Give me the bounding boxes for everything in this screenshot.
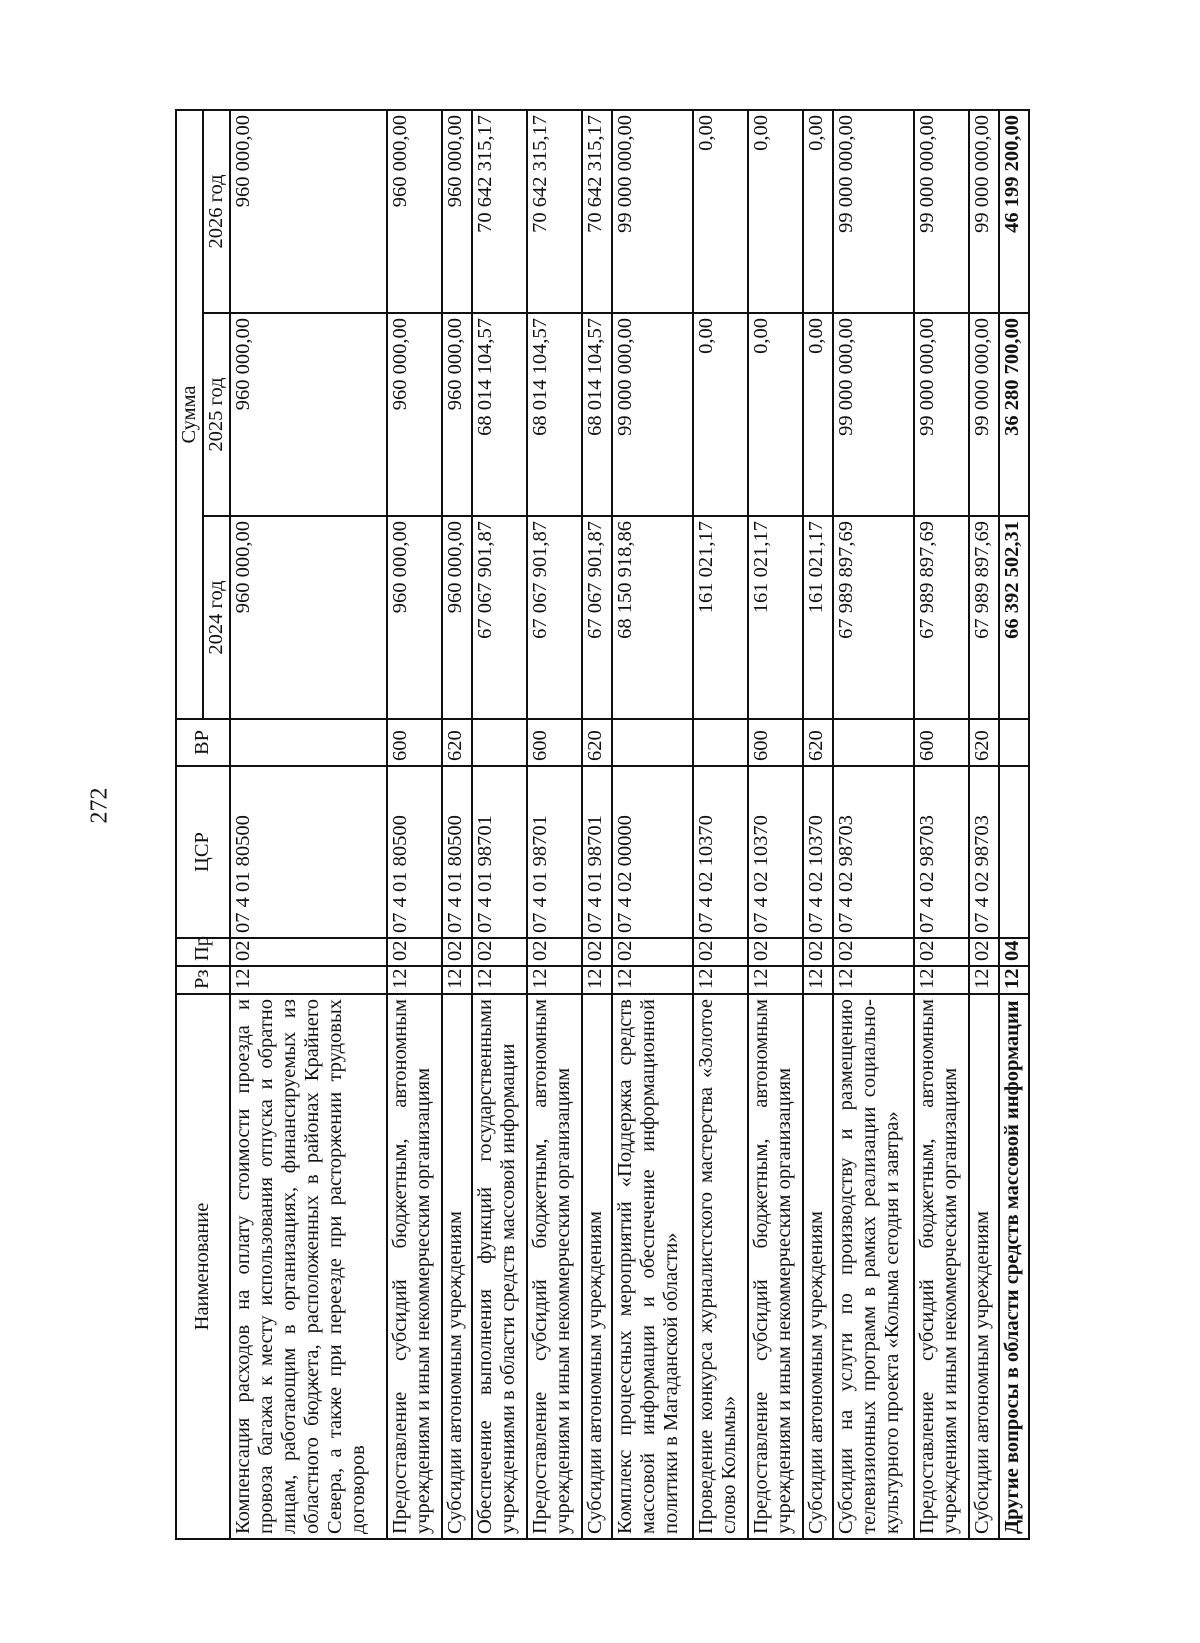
cell-amount-2026: 0,00	[748, 110, 803, 313]
cell-csr: 07 4 01 80500	[442, 766, 472, 938]
cell-amount-2025: 0,00	[693, 313, 748, 516]
header-vr: ВР	[176, 719, 230, 766]
cell-amount-2024: 161 021,17	[748, 516, 803, 719]
cell-pr: 02	[693, 938, 748, 966]
cell-name: Предоставление субсидий бюджетным, автономным учреждениям и иным некоммерческим организациям	[914, 994, 969, 1539]
cell-amount-2026: 70 642 315,17	[527, 110, 582, 313]
cell-amount-2024: 67 989 897,69	[833, 516, 914, 719]
cell-vr: 600	[748, 719, 803, 766]
cell-pr: 02	[230, 938, 387, 966]
cell-vr	[999, 719, 1029, 766]
cell-name: Субсидии автономным учреждениям	[582, 994, 612, 1539]
cell-pr: 02	[748, 938, 803, 966]
table-row	[442, 110, 472, 1539]
header-pr: Пр	[176, 938, 230, 966]
cell-name: Субсидии на услуги по производству и размещению телевизионных программ в рамках реализации социально-культурного проекта «Колыма сегодня и завтра»	[833, 994, 914, 1539]
cell-name: Предоставление субсидий бюджетным, автономным учреждениям и иным некоммерческим организациям	[527, 994, 582, 1539]
cell-pr: 02	[914, 938, 969, 966]
cell-csr: 07 4 02 00000	[612, 766, 693, 938]
cell-rz: 12	[582, 966, 612, 994]
cell-name: Обеспечение выполнения функций государственными учреждениями в области средств массовой информации	[472, 994, 527, 1539]
cell-amount-2024: 960 000,00	[387, 516, 442, 719]
cell-amount-2025: 960 000,00	[387, 313, 442, 516]
table-row	[582, 110, 612, 1539]
cell-name: Проведение конкурса журналистского мастерства «Золотое слово Колымы»	[693, 994, 748, 1539]
cell-amount-2024: 68 150 918,86	[612, 516, 693, 719]
cell-amount-2026: 99 000 000,00	[969, 110, 999, 313]
header-year-2026: 2026 год	[203, 110, 230, 313]
cell-rz: 12	[230, 966, 387, 994]
cell-name: Предоставление субсидий бюджетным, автономным учреждениям и иным некоммерческим организациям	[748, 994, 803, 1539]
header-row-1	[176, 110, 203, 1539]
table-row	[612, 110, 693, 1539]
cell-amount-2026: 99 000 000,00	[833, 110, 914, 313]
cell-amount-2025: 99 000 000,00	[914, 313, 969, 516]
cell-csr: 07 4 02 10370	[748, 766, 803, 938]
cell-csr: 07 4 02 98703	[969, 766, 999, 938]
cell-pr: 04	[999, 938, 1029, 966]
cell-vr	[833, 719, 914, 766]
cell-name: Комплекс процессных мероприятий «Поддержка средств массовой информации и обеспечение информационной политики в Магаданской области»	[612, 994, 693, 1539]
cell-amount-2024: 66 392 502,31	[999, 516, 1029, 719]
cell-vr: 600	[527, 719, 582, 766]
cell-csr: 07 4 02 10370	[803, 766, 833, 938]
cell-name: Компенсация расходов на оплату стоимости проезда и провоза багажа к месту использования отпуска и обратно лицам, работающим в организациях, финансируемых из областного бюджета, расположенных в районах Крайнего Севера, а также при переезде при расторжении трудовых договоров	[230, 994, 387, 1539]
cell-csr: 07 4 02 98703	[833, 766, 914, 938]
cell-csr: 07 4 01 80500	[230, 766, 387, 938]
cell-pr: 02	[612, 938, 693, 966]
cell-vr	[230, 719, 387, 766]
cell-amount-2025: 0,00	[748, 313, 803, 516]
cell-rz: 12	[803, 966, 833, 994]
cell-amount-2025: 68 014 104,57	[527, 313, 582, 516]
cell-amount-2024: 67 067 901,87	[527, 516, 582, 719]
cell-amount-2025: 68 014 104,57	[582, 313, 612, 516]
table-row	[527, 110, 582, 1539]
cell-pr: 02	[472, 938, 527, 966]
cell-vr: 620	[442, 719, 472, 766]
cell-name: Предоставление субсидий бюджетным, автономным учреждениям и иным некоммерческим организациям	[387, 994, 442, 1539]
cell-csr: 07 4 01 98701	[582, 766, 612, 938]
table-row	[914, 110, 969, 1539]
cell-name: Субсидии автономным учреждениям	[442, 994, 472, 1539]
cell-rz: 12	[833, 966, 914, 994]
cell-amount-2026: 960 000,00	[442, 110, 472, 313]
cell-amount-2025: 36 280 700,00	[999, 313, 1029, 516]
table-row	[230, 110, 387, 1539]
cell-amount-2024: 67 989 897,69	[914, 516, 969, 719]
cell-amount-2026: 960 000,00	[230, 110, 387, 313]
cell-vr: 620	[969, 719, 999, 766]
cell-rz: 12	[472, 966, 527, 994]
cell-amount-2025: 99 000 000,00	[612, 313, 693, 516]
rotated-table-wrapper	[175, 110, 1030, 1540]
cell-amount-2026: 99 000 000,00	[612, 110, 693, 313]
cell-pr: 02	[833, 938, 914, 966]
table-total-row	[999, 110, 1029, 1539]
cell-name: Субсидии автономным учреждениям	[803, 994, 833, 1539]
cell-csr	[999, 766, 1029, 938]
cell-amount-2024: 67 989 897,69	[969, 516, 999, 719]
cell-amount-2026: 99 000 000,00	[914, 110, 969, 313]
cell-amount-2024: 960 000,00	[442, 516, 472, 719]
cell-pr: 02	[442, 938, 472, 966]
header-year-2025: 2025 год	[203, 313, 230, 516]
table-row	[693, 110, 748, 1539]
cell-rz: 12	[442, 966, 472, 994]
cell-amount-2024: 960 000,00	[230, 516, 387, 719]
cell-amount-2026: 46 199 200,00	[999, 110, 1029, 313]
cell-pr: 02	[803, 938, 833, 966]
cell-csr: 07 4 02 10370	[693, 766, 748, 938]
cell-vr: 600	[914, 719, 969, 766]
cell-rz: 12	[693, 966, 748, 994]
cell-amount-2025: 960 000,00	[230, 313, 387, 516]
cell-rz: 12	[914, 966, 969, 994]
cell-pr: 02	[582, 938, 612, 966]
cell-vr	[612, 719, 693, 766]
cell-name: Субсидии автономным учреждениям	[969, 994, 999, 1539]
cell-amount-2026: 960 000,00	[387, 110, 442, 313]
cell-csr: 07 4 02 98703	[914, 766, 969, 938]
cell-rz: 12	[527, 966, 582, 994]
table-row	[387, 110, 442, 1539]
cell-name: Другие вопросы в области средств массовой информации	[999, 994, 1029, 1539]
table-body	[230, 110, 1029, 1539]
table-row	[472, 110, 527, 1539]
cell-pr: 02	[969, 938, 999, 966]
table-row	[969, 110, 999, 1539]
header-rz: Рз	[176, 966, 230, 994]
cell-amount-2026: 0,00	[803, 110, 833, 313]
cell-pr: 02	[387, 938, 442, 966]
cell-vr: 620	[582, 719, 612, 766]
cell-amount-2026: 70 642 315,17	[472, 110, 527, 313]
cell-amount-2024: 161 021,17	[693, 516, 748, 719]
cell-rz: 12	[748, 966, 803, 994]
table-row	[803, 110, 833, 1539]
cell-rz: 12	[612, 966, 693, 994]
header-sum: Сумма	[176, 110, 203, 719]
cell-rz: 12	[387, 966, 442, 994]
cell-amount-2024: 67 067 901,87	[582, 516, 612, 719]
table-row	[833, 110, 914, 1539]
cell-pr: 02	[527, 938, 582, 966]
cell-amount-2026: 70 642 315,17	[582, 110, 612, 313]
cell-csr: 07 4 01 98701	[527, 766, 582, 938]
cell-amount-2025: 99 000 000,00	[969, 313, 999, 516]
cell-amount-2025: 99 000 000,00	[833, 313, 914, 516]
page-number: 272	[86, 787, 113, 824]
cell-amount-2025: 68 014 104,57	[472, 313, 527, 516]
cell-amount-2026: 0,00	[693, 110, 748, 313]
cell-vr	[472, 719, 527, 766]
cell-amount-2025: 0,00	[803, 313, 833, 516]
cell-amount-2024: 161 021,17	[803, 516, 833, 719]
header-csr: ЦСР	[176, 766, 230, 938]
budget-table	[175, 109, 1030, 1540]
cell-amount-2025: 960 000,00	[442, 313, 472, 516]
table-row	[748, 110, 803, 1539]
cell-vr	[693, 719, 748, 766]
cell-rz: 12	[969, 966, 999, 994]
cell-csr: 07 4 01 80500	[387, 766, 442, 938]
cell-amount-2024: 67 067 901,87	[472, 516, 527, 719]
header-name: Наименование	[176, 994, 230, 1539]
cell-vr: 620	[803, 719, 833, 766]
header-year-2024: 2024 год	[203, 516, 230, 719]
cell-vr: 600	[387, 719, 442, 766]
cell-csr: 07 4 01 98701	[472, 766, 527, 938]
cell-rz: 12	[999, 966, 1029, 994]
